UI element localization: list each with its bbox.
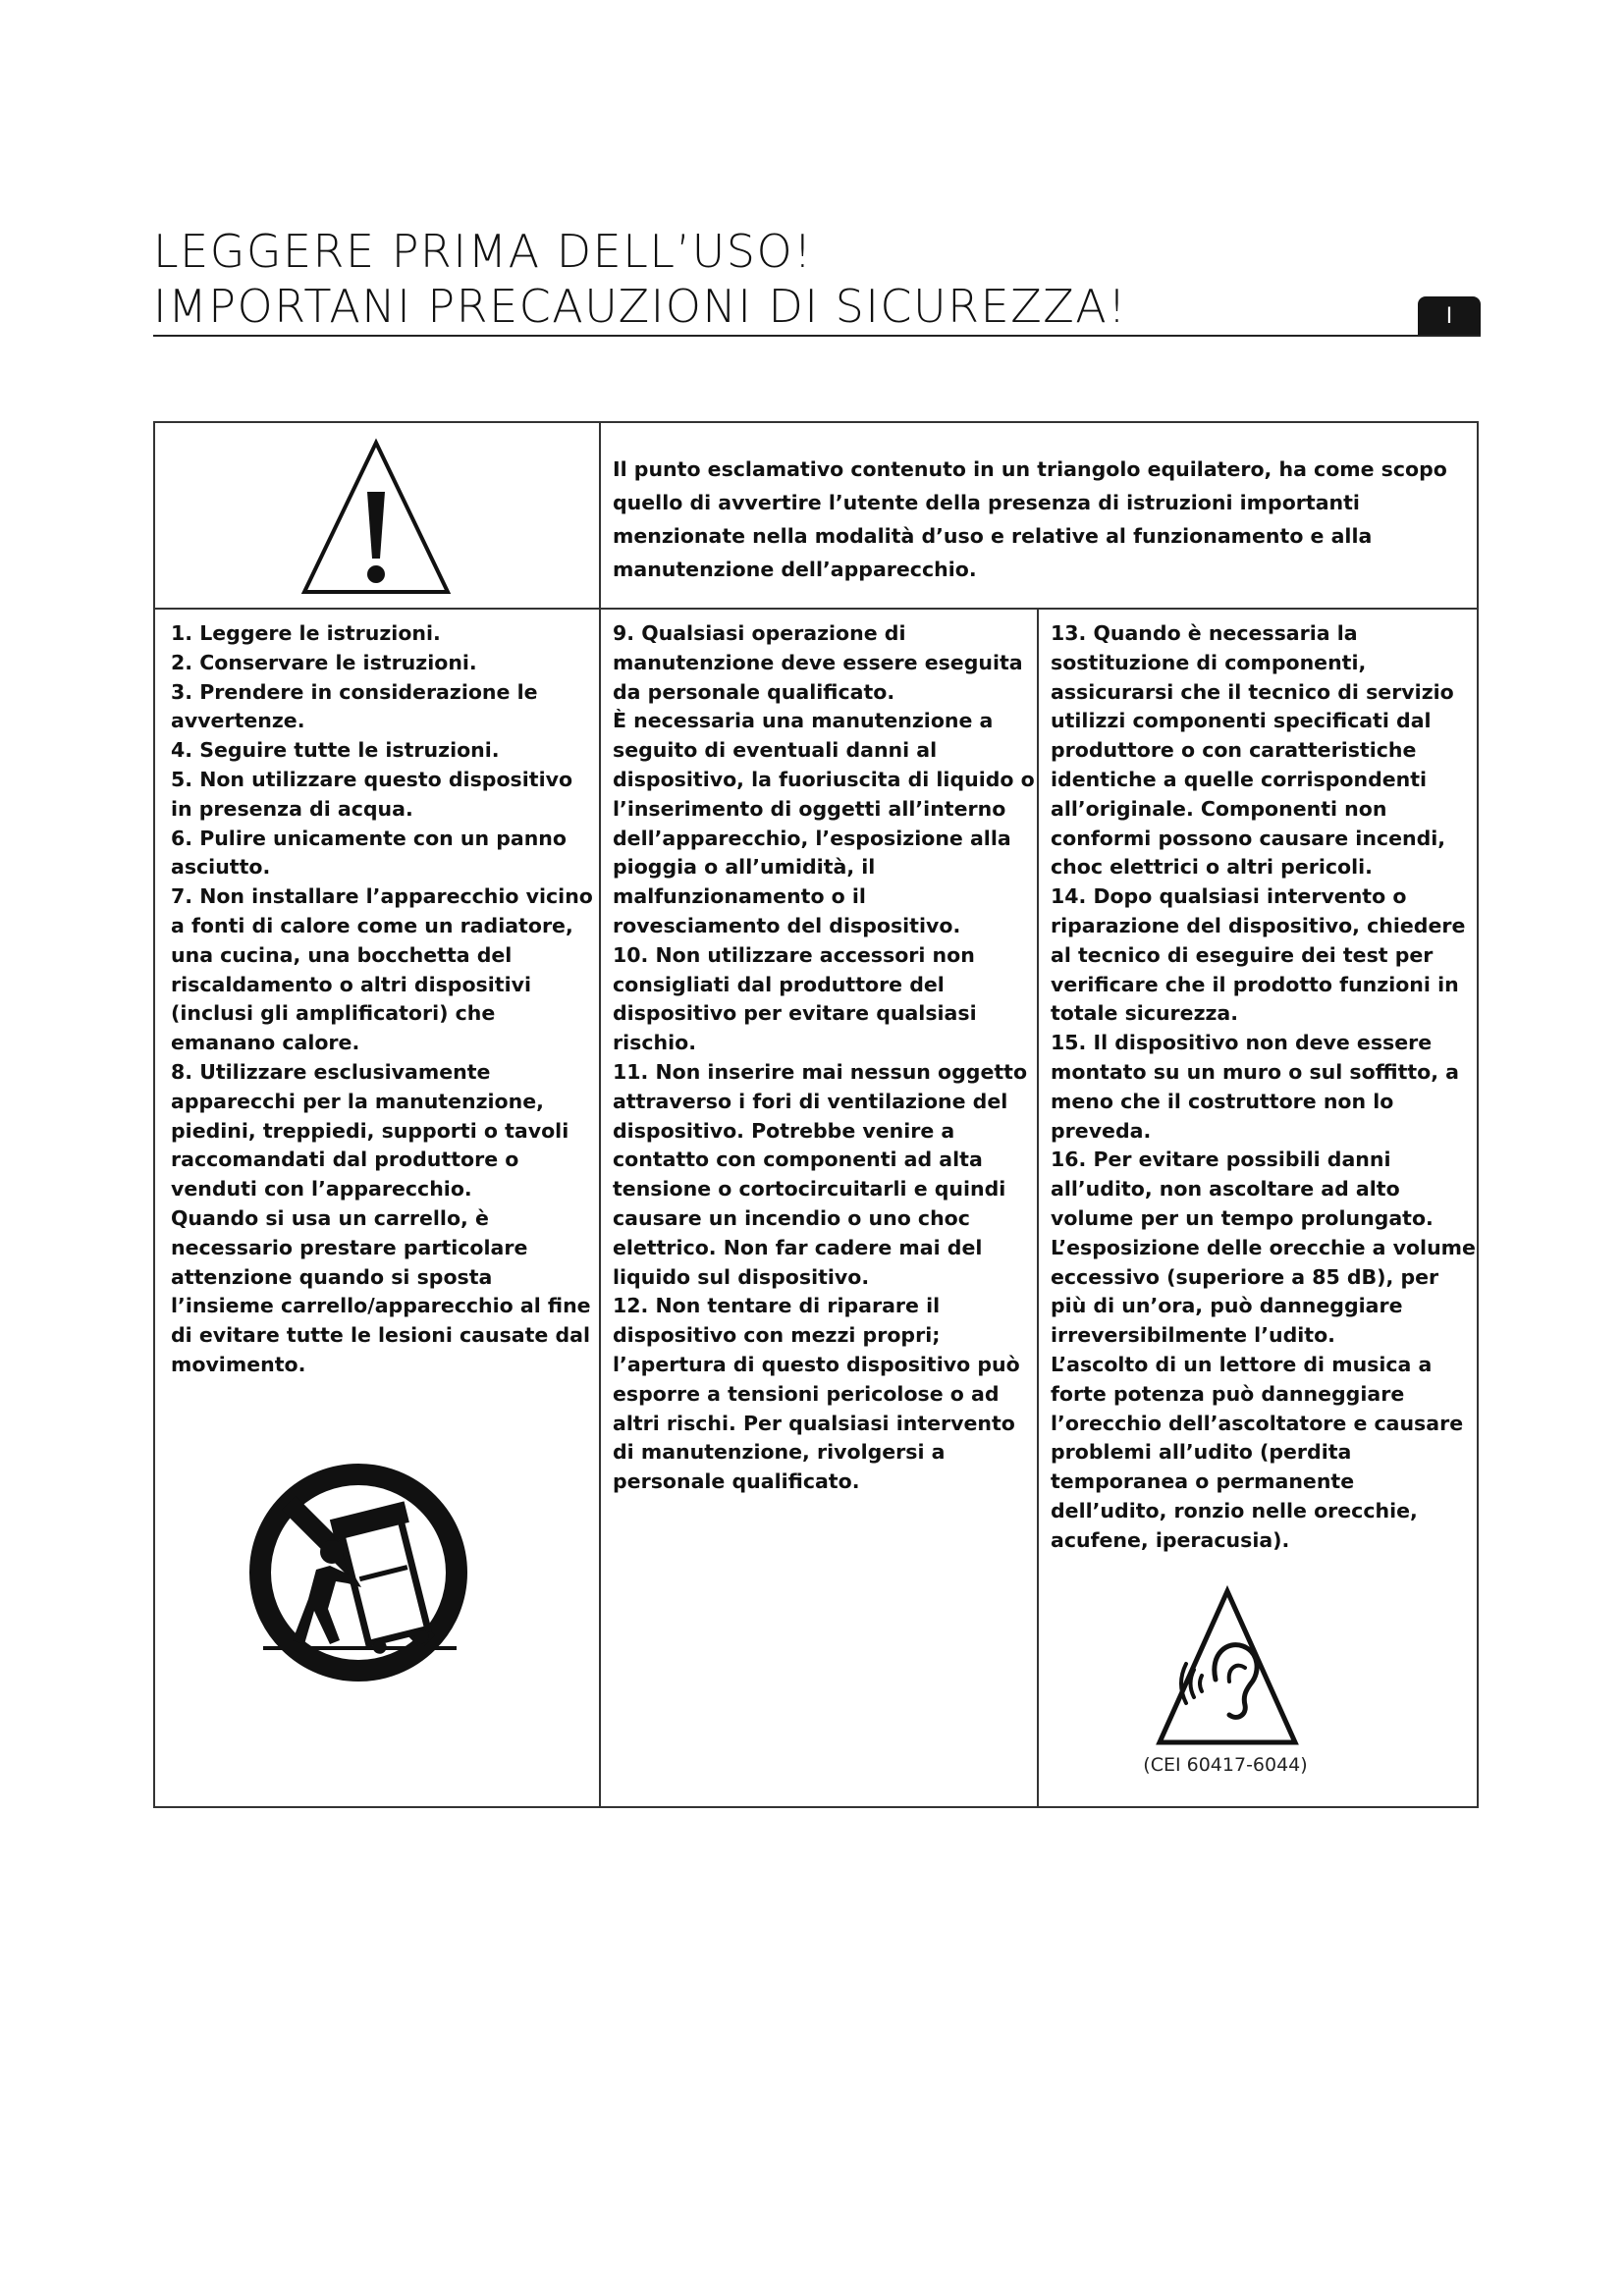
page-title <box>153 224 1479 334</box>
column-divider-2 <box>1037 608 1039 1806</box>
instructions-column-3 <box>1051 619 1477 1556</box>
instruction-item: 11. Non inserire mai nessun oggetto attraverso i fori di ventilazione del dispositivo. Potrebbe venire a contatto con componenti ad alta tensione o cortocircuitarli e quindi causare un incendio o uno choc elettrico. Non far cadere mai del liquido sul dispositivo. <box>613 1059 1028 1289</box>
instruction-item: 1. Leggere le istruzioni. <box>171 621 441 645</box>
instruction-item: 3. Prendere in considerazione le avvertenze. <box>171 679 538 733</box>
instruction-item: È necessaria una manutenzione a seguito di eventuali danni al dispositivo, la fuoriuscita di liquido o l’inserimento di oggetti all’interno dell’apparecchio, l’esposizione alla pioggia o all’umidità, il malfunzionamento o il rovesciamento del dispositivo. <box>613 709 1035 937</box>
title-line-2: IMPORTANI PRECAUZIONI DI SICUREZZA! <box>153 280 1128 333</box>
instruction-item: 6. Pulire unicamente con un panno asciutto. <box>171 826 567 880</box>
title-divider <box>153 335 1481 337</box>
exclamation-triangle-icon <box>298 435 455 602</box>
hearing-icon-caption: (CEI 60417-6044) <box>1143 1754 1308 1776</box>
no-trolley-tipover-icon <box>245 1462 471 1683</box>
instruction-item: 14. Dopo qualsiasi intervento o riparazione del dispositivo, chiedere al tecnico di eseguire dei test per verificare che il prodotto funzioni in totale sicurezza. <box>1051 884 1466 1026</box>
instruction-item: 9. Qualsiasi operazione di manutenzione deve essere eseguita da personale qualificato. <box>613 621 1023 704</box>
instruction-item: 16. Per evitare possibili danni all’udito, non ascoltare ad alto volume per un tempo prolungato. L’esposizione delle orecchie a volume eccessivo (superiore a 85 dB), per più di un’ora, può danneggiare irreversibilmente l’udito. <box>1051 1148 1476 1348</box>
instruction-item: L’ascolto di un lettore di musica a forte potenza può danneggiare l’orecchio dell’ascoltatore e causare problemi all’udito (perdita temporanea o permanente dell’udito, ronzio nelle orecchie, acufene, iperacusia). <box>1051 1352 1464 1552</box>
language-tab: I <box>1418 296 1481 336</box>
instruction-item: 13. Quando è necessaria la sostituzione di componenti, assicurarsi che il tecnico di servizio utilizzi componenti specificati dal produttore o con caratteristiche identiche a quelle corrispondenti all’originale. Componenti non conformi possono causare incendi, choc elettrici o altri pericoli. <box>1051 621 1454 880</box>
instruction-item: 4. Seguire tutte le istruzioni. <box>171 738 500 763</box>
instruction-item: 10. Non utilizzare accessori non consigliati dal produttore del dispositivo per evitare qualsiasi rischio. <box>613 942 977 1055</box>
instruction-item: 7. Non installare l’apparecchio vicino a fonti di calore come un radiatore, una cucina, una bocchetta del riscaldamento o altri dispositivi (inclusi gli amplificatori) che emanano calore. <box>171 884 593 1055</box>
instructions-column-1 <box>171 619 597 1380</box>
safety-table <box>153 421 1479 1808</box>
instruction-item: 2. Conservare le istruzioni. <box>171 650 477 674</box>
instruction-item: 12. Non tentare di riparare il dispositivo con mezzi propri; l’apertura di questo dispositivo può esporre a tensioni pericolose o ad altri rischi. Per qualsiasi intervento di manutenzione, rivolgersi a personale qualificato. <box>613 1294 1020 1494</box>
instructions-column-2 <box>613 619 1035 1497</box>
instruction-item: 5. Non utilizzare questo dispositivo in presenza di acqua. <box>171 767 573 821</box>
instruction-item: 8. Utilizzare esclusivamente apparecchi per la manutenzione, piedini, treppiedi, supporti o tavoli raccomandati dal produttore o venduti con l’apparecchio. <box>171 1059 569 1201</box>
hearing-damage-warning-icon <box>1155 1585 1300 1750</box>
column-divider-1 <box>599 423 601 1806</box>
instruction-item: 15. Il dispositivo non deve essere montato su un muro o sul soffitto, a meno che il costruttore non lo preveda. <box>1051 1031 1460 1143</box>
intro-text: Il punto esclamativo contenuto in un triangolo equilatero, ha come scopo quello di avvertire l’utente della presenza di istruzioni importanti menzionate nella modalità d’uso e relative al funzionamento e alla manutenzione dell’apparecchio. <box>613 457 1447 581</box>
title-line-1: LEGGERE PRIMA DELL’USO! <box>153 225 814 278</box>
row-divider <box>155 608 1477 610</box>
instruction-item: Quando si usa un carrello, è necessario prestare particolare attenzione quando si sposta l’insieme carrello/apparecchio al fine di evitare tutte le lesioni causate dal movimento. <box>171 1205 591 1376</box>
